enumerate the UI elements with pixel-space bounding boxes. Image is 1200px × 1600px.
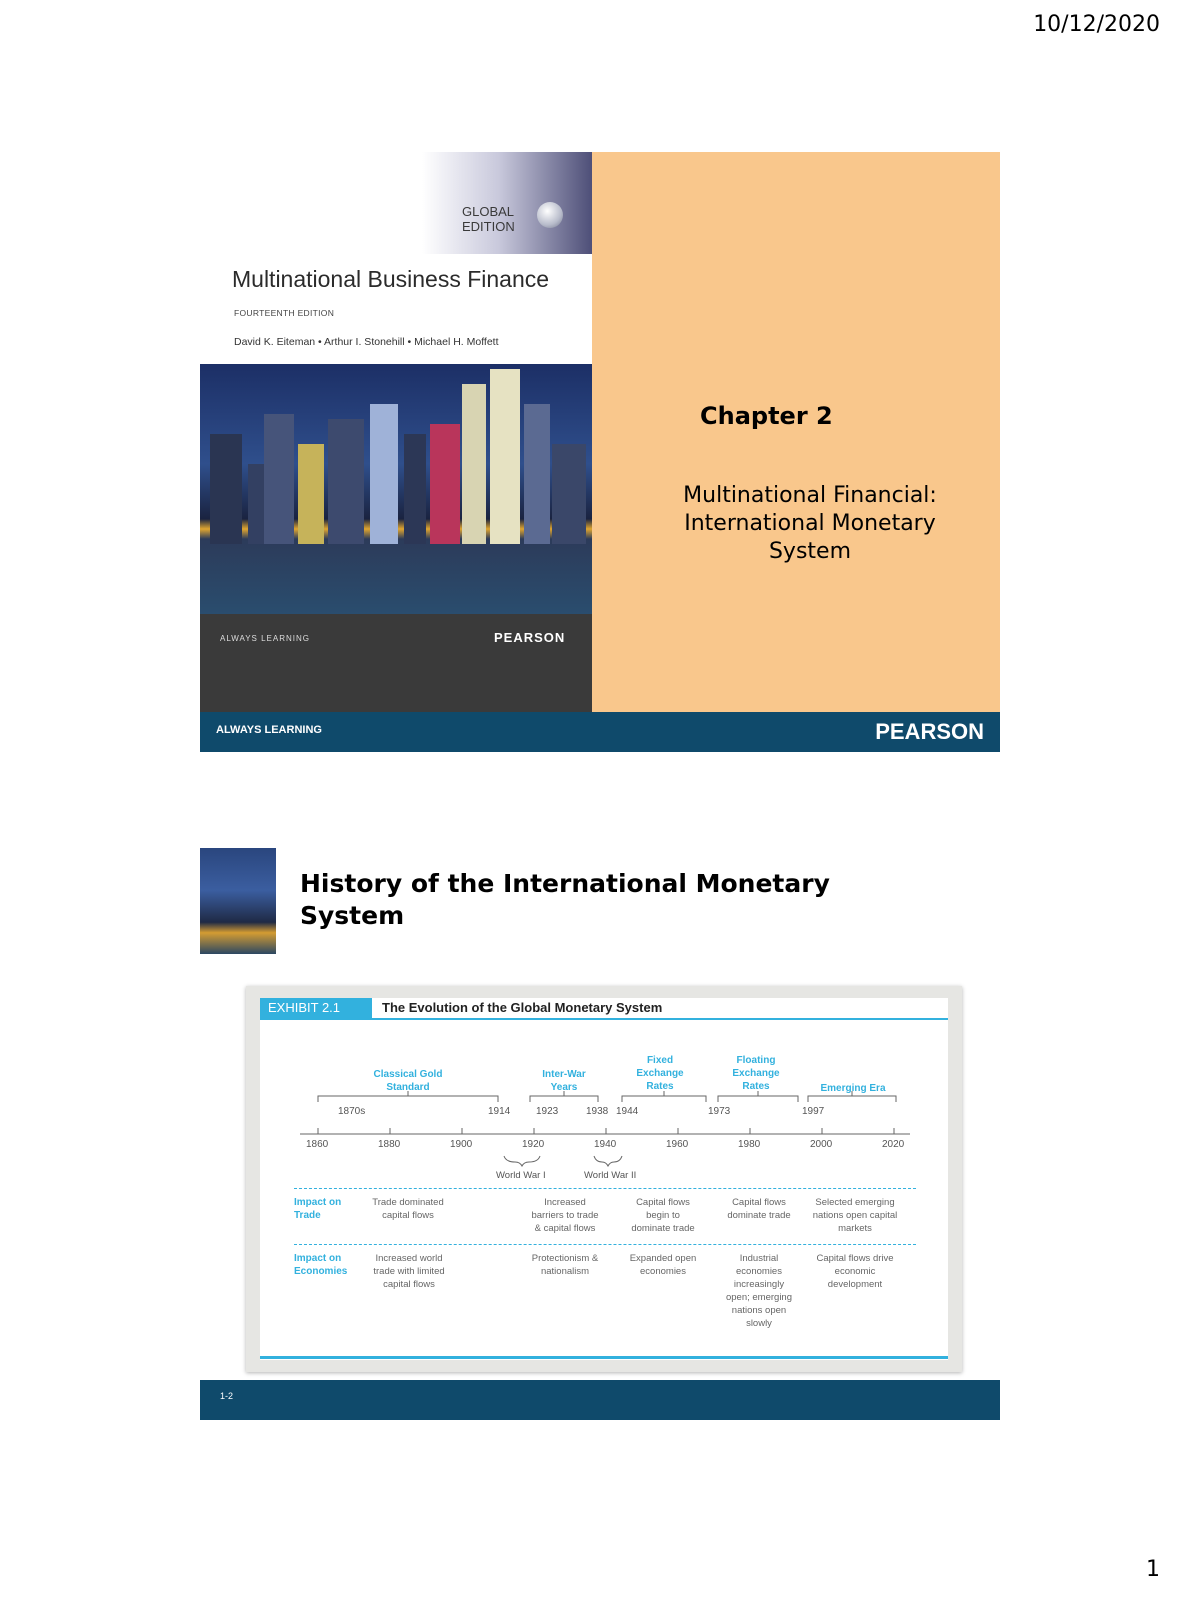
trade-cell: Increased barriers to trade & capital flows [531,1197,599,1234]
slide-title: History of the International Monetary System [300,869,830,930]
footer-tagline: ALWAYS LEARNING [216,724,322,736]
book-authors: David K. Eiteman • Arthur I. Stonehill • Michael H. Moffett [234,336,499,348]
era-label: Floating Exchange Rates [732,1055,780,1092]
trade-cell: Trade dominated capital flows [372,1197,444,1221]
economies-cell: Protectionism & nationalism [531,1253,599,1277]
page-date: 10/12/2020 [1033,12,1160,37]
globe-icon [537,202,563,228]
city-thumbnail-image [200,848,276,954]
era-mark: 1938 [586,1106,609,1117]
axis-tick-label: 1880 [378,1139,401,1150]
trade-cell: Capital flows dominate trade [727,1197,791,1221]
era-label: Classical Gold Standard [373,1069,443,1093]
exhibit-tag: EXHIBIT 2.1 [260,998,372,1018]
exhibit-title: The Evolution of the Global Monetary System [382,1000,663,1015]
chapter-heading: Chapter 2 [700,402,833,430]
book-edition: FOURTEENTH EDITION [234,308,335,318]
slide-1 [200,152,1000,752]
era-mark: 1870s [338,1106,366,1117]
era-label: Fixed Exchange Rates [636,1055,684,1092]
global-line: GLOBAL [462,204,515,219]
chapter-subtitle: Multinational Financial: International Monetary System [683,483,937,564]
economies-cell: Increased world trade with limited capital flows [373,1253,445,1290]
era-mark: 1973 [708,1106,731,1117]
axis-tick-label: 1860 [306,1139,329,1150]
axis-tick-label: 1940 [594,1139,617,1150]
title-panel [592,152,1000,712]
edition-line: EDITION [462,219,515,234]
economies-cell: Capital flows drive economic development [816,1253,894,1290]
timeline-graphic [260,998,948,1198]
trade-cell: Selected emerging nations open capital markets [812,1197,898,1234]
divider [294,1244,916,1245]
era-mark: 1944 [616,1106,639,1117]
era-mark: 1997 [802,1106,825,1117]
cover-tagline: ALWAYS LEARNING [220,634,310,643]
war-label: World War I [496,1170,546,1181]
trade-row-header: Impact on Trade [294,1197,342,1221]
economies-row-header: Impact on Economies [294,1253,348,1277]
divider [294,1188,916,1189]
page-number: 1 [1146,1557,1160,1582]
footer-logo: PEARSON [875,719,984,744]
slide-number: 1-2 [220,1391,234,1401]
war-label: World War II [584,1170,637,1181]
exhibit-bottom-rule [260,1356,948,1359]
axis-tick-label: 2000 [810,1139,833,1150]
era-mark: 1914 [488,1106,511,1117]
economies-cell: Industrial economies increasingly open; emerging nations open slowly [725,1253,793,1329]
axis-tick-label: 1980 [738,1139,761,1150]
cover-stripe [422,152,592,254]
exhibit-frame [246,986,962,1372]
cover-publisher: PEARSON [494,630,566,645]
slide-2 [200,848,1000,1448]
axis-tick-label: 2020 [882,1139,905,1150]
era-mark: 1923 [536,1106,559,1117]
book-cover [200,152,592,712]
trade-cell: Capital flows begin to dominate trade [631,1197,695,1234]
city-skyline-image [200,364,592,614]
economies-cell: Expanded open economies [629,1253,697,1277]
cover-bottom [200,614,592,712]
footer-bar [200,1380,1000,1420]
book-title: Multinational Business Finance [232,266,550,292]
global-edition-label [462,204,515,234]
era-label: Emerging Era [820,1083,886,1094]
axis-tick-label: 1920 [522,1139,545,1150]
exhibit [260,998,948,1360]
axis-tick-label: 1900 [450,1139,473,1150]
axis-tick-label: 1960 [666,1139,689,1150]
era-label: Inter-War Years [542,1069,586,1093]
